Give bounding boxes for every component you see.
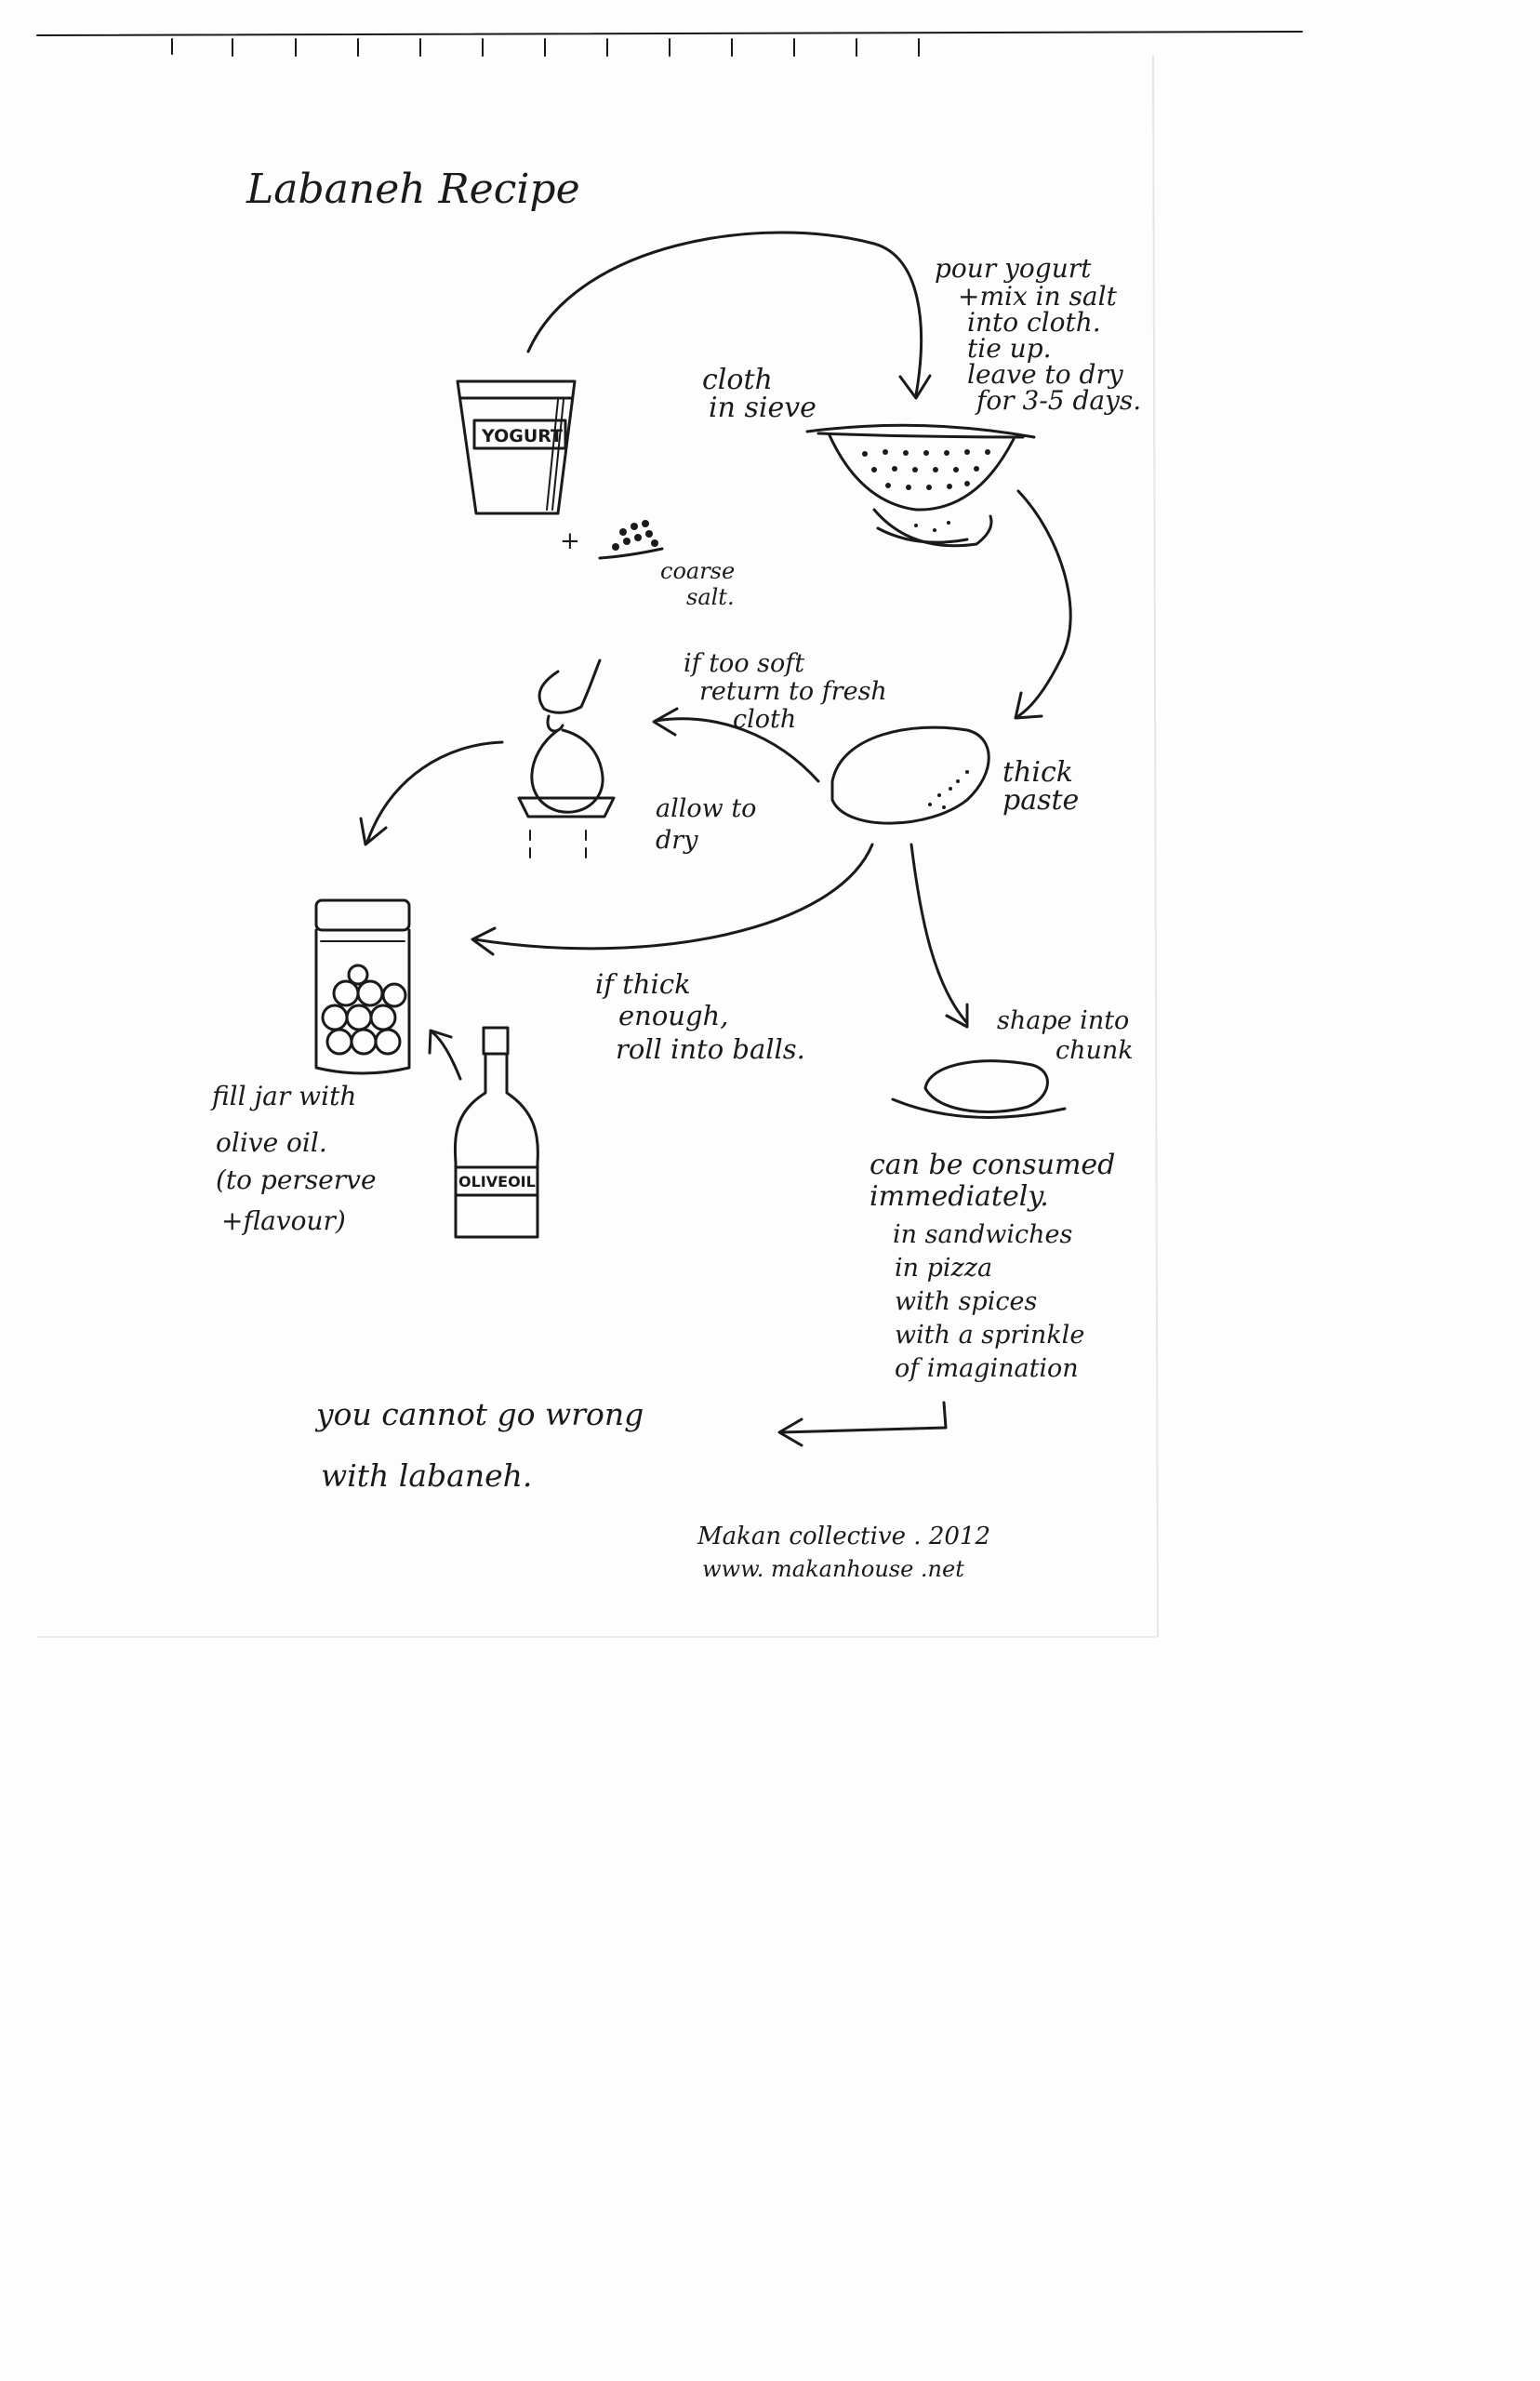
paste-label-line-2: paste [1002, 784, 1080, 817]
pour-note-line-4: tie up. [967, 333, 1052, 364]
ruler-ticks [37, 32, 1302, 56]
paste-label-line-1: thick [1002, 756, 1073, 789]
yogurt-label: YOGURT [482, 426, 563, 446]
coarse-salt-icon [600, 520, 662, 558]
pour-note-line-1: pour yogurt [935, 253, 1092, 284]
shape-line-2: chunk [1055, 1036, 1134, 1065]
consume-line-7: of imagination [895, 1354, 1079, 1383]
credit-line-1: Makan collective . 2012 [697, 1523, 990, 1550]
jar-icon [316, 900, 409, 1073]
page-fold-line [1153, 56, 1158, 1637]
too-soft-line-3: cloth [733, 705, 797, 734]
cloth-label-line-1: cloth [702, 364, 773, 396]
pour-note-line-2: +mix in salt [958, 281, 1117, 312]
consume-line-1: can be consumed [870, 1149, 1116, 1181]
sieve-icon [807, 425, 1034, 545]
arrow-paste-to-chunk [911, 845, 967, 1023]
credit-line-2: www. makanhouse .net [702, 1556, 964, 1582]
consume-line-2: immediately. [870, 1180, 1049, 1213]
cloth-bag-icon [519, 660, 614, 858]
olive-oil-label: OLIVEOIL [458, 1173, 536, 1190]
yogurt-cup-icon [458, 381, 575, 513]
arrow-paste-to-jar [474, 845, 872, 949]
too-soft-line-2: return to fresh [699, 677, 887, 706]
fill-jar-line-3: (to perserve [216, 1164, 377, 1195]
consume-line-6: with a sprinkle [895, 1321, 1085, 1350]
consume-line-4: in pizza [895, 1254, 993, 1283]
consume-line-5: with spices [895, 1287, 1038, 1316]
salt-label-line-2: salt. [686, 584, 735, 610]
shape-line-1: shape into [997, 1006, 1130, 1035]
arrow-bag-to-jar [367, 742, 502, 842]
consume-line-3: in sandwiches [893, 1220, 1073, 1249]
arrow-bottle-to-jar [432, 1032, 460, 1079]
too-soft-line-1: if too soft [684, 649, 805, 678]
plus-sign: + [560, 527, 580, 555]
fill-jar-line-4: +flavour) [221, 1205, 346, 1236]
arrow-to-closing [781, 1403, 946, 1432]
thick-enough-line-3: roll into balls. [616, 1033, 805, 1065]
allow-dry-line-1: allow to [656, 794, 757, 823]
pour-note-line-3: into cloth. [967, 307, 1101, 338]
pour-note-line-6: for 3-5 days. [976, 385, 1142, 416]
cloth-label-line-2: in sieve [709, 392, 816, 424]
fill-jar-line-2: olive oil. [216, 1127, 327, 1158]
recipe-title: Labaneh Recipe [246, 166, 580, 213]
closing-line-2: with labaneh. [321, 1457, 533, 1494]
thick-enough-line-1: if thick [595, 968, 691, 1000]
arrow-sieve-to-paste [1018, 491, 1070, 716]
pour-note-line-5: leave to dry [967, 359, 1123, 390]
olive-oil-bottle-icon [455, 1028, 538, 1237]
allow-dry-line-2: dry [656, 826, 698, 855]
salt-label-line-1: coarse [660, 558, 736, 584]
thick-enough-line-2: enough, [618, 1000, 729, 1031]
thick-paste-icon [832, 727, 989, 823]
labaneh-chunk-icon [893, 1061, 1065, 1118]
closing-line-1: you cannot go wrong [316, 1396, 644, 1432]
fill-jar-line-1: fill jar with [212, 1081, 357, 1111]
pour-note [935, 253, 1141, 416]
